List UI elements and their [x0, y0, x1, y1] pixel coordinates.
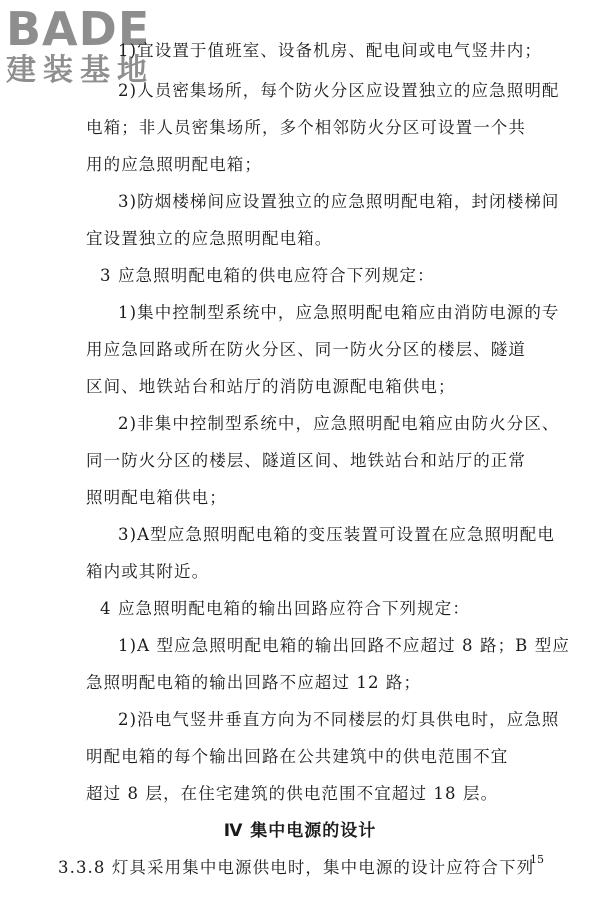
text-line: 3 应急照明配电箱的供电应符合下列规定： [100, 266, 435, 285]
text-line: 1)集中控制型系统中，应急照明配电箱应由消防电源的专 [118, 303, 560, 322]
text-line: 4 应急照明配电箱的输出回路应符合下列规定： [100, 599, 470, 618]
clause-line: 3.3.8 灯具采用集中电源供电时，集中电源的设计应符合下列 [58, 858, 535, 877]
section-heading: Ⅳ 集中电源的设计 [223, 821, 377, 841]
text-line: 宜设置独立的应急照明配电箱。 [86, 229, 333, 248]
text-line: 1)宜设置于值班室、设备机房、配电间或电气竖井内； [118, 41, 542, 60]
text-line: 2)沿电气竖井垂直方向为不同楼层的灯具供电时，应急照 [118, 710, 560, 729]
text-line: 2)非集中控制型系统中，应急照明配电箱应由防火分区、 [118, 414, 560, 433]
text-line: 急照明配电箱的输出回路不应超过 12 路； [86, 673, 422, 692]
text-line: 1)A 型应急照明配电箱的输出回路不应超过 8 路；B 型应 [118, 636, 570, 655]
text-line: 区间、地铁站台和站厅的消防电源配电箱供电； [86, 377, 456, 396]
text-line: 超过 8 层，在住宅建筑的供电范围不宜超过 18 层。 [86, 784, 499, 803]
text-line: 电箱；非人员密集场所，多个相邻防火分区可设置一个共 [86, 118, 526, 137]
text-line: 3)防烟楼梯间应设置独立的应急照明配电箱，封闭楼梯间 [118, 192, 560, 211]
text-line: 同一防火分区的楼层、隧道区间、地铁站台和站厅的正常 [86, 451, 526, 470]
text-line: 2)人员密集场所，每个防火分区应设置独立的应急照明配 [118, 81, 560, 100]
text-line: 3)A型应急照明配电箱的变压装置可设置在应急照明配电 [118, 525, 555, 544]
text-line: 箱内或其附近。 [86, 562, 210, 581]
text-line: 用的应急照明配电箱； [86, 155, 262, 174]
text-line: 用应急回路或所在防火分区、同一防火分区的楼层、隧道 [86, 340, 526, 359]
page-number: 15 [530, 853, 544, 866]
logo-wordmark: BADE [6, 2, 151, 56]
logo-subtitle: 建装基地 [6, 53, 154, 88]
text-line: 照明配电箱供电； [86, 488, 227, 507]
text-line: 明配电箱的每个输出回路在公共建筑中的供电范围不宜 [86, 747, 509, 766]
